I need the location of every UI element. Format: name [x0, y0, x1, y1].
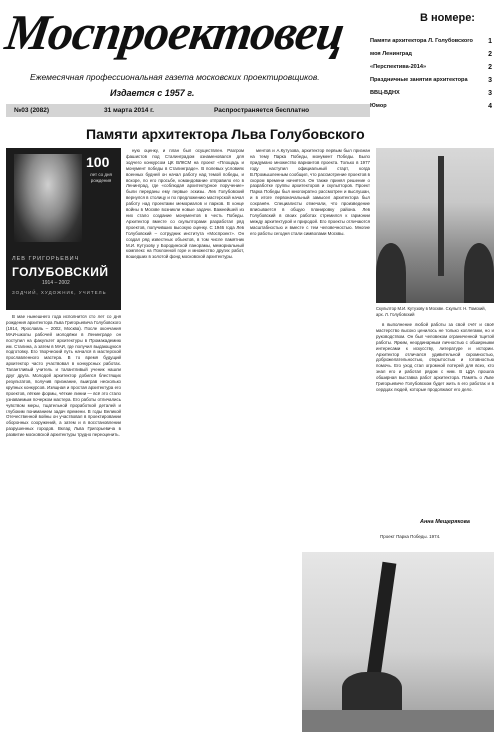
portrait-photo [14, 154, 82, 242]
toc-item[interactable] [370, 51, 496, 64]
issue-date: 31 марта 2014 г. [104, 107, 154, 114]
toc-page: 3 [488, 90, 492, 97]
article-column-1 [6, 314, 121, 734]
distribution-note: Распространяется бесплатно [214, 107, 310, 114]
victory-park-project-photo [302, 552, 494, 732]
monument-photo [376, 148, 494, 303]
masthead [2, 4, 366, 74]
project-caption: Проект Парка Победы. 1974. [380, 534, 441, 539]
toc-label: Юмор [370, 103, 387, 109]
book-cover-image [6, 148, 121, 310]
article-paragraph: ную оценку, и план был осуществлен. Разгром фашистов под Сталинградом ознаменовался для зодчего конкурсом ЦК ВЛКСМ на проект «Площадь и монумент победы в Сталинграде». В полевых условиях военных будней он начал работу над темой победы, и вскоре, по его просьбе, командование отправило его в Ленинград, где «соблюдая архитектурное поручение» были переданы ему первые эскизы. Лев Голубовский вернулся в столицу и по предложению мастерской начал работу над проектами мемориалов и парков. В конце войны в Москве возникли новые задачи. Важнейшей из них стало создание монументов в честь Победы. Архитектор вместе со скульпторами разработал ряд проектов, получивших высокую оценку. С 1946 года Лев Голубовский – сотрудник института «Моспроект». Он создал ряд известных объектов, в том числе памятник М.И. Кутузову у Бородинской панорамы, мемориальный комплекс на Поклонной горе и множество других работ, вошедших в золотой фонд московской архитектуры. [126, 148, 244, 260]
toc-item[interactable] [370, 90, 496, 103]
toc-label: Праздничные занятия архитектора [370, 77, 468, 83]
toc-label: моя Ленинград [370, 51, 412, 57]
toc-item[interactable] [370, 64, 496, 77]
publication-since: Издается с 1957 г. [110, 88, 195, 98]
cover-hundred: 100 [86, 154, 110, 170]
toc-label: «Перспектива-2014» [370, 64, 427, 70]
issue-number: №03 (2082) [14, 107, 50, 114]
toc-item[interactable] [370, 103, 496, 116]
cover-caption: ЗОДЧИЙ, ХУДОЖНИК, УЧИТЕЛЬ [12, 290, 107, 295]
article-title: Памяти архитектора Льва Голубовского [86, 126, 365, 142]
cover-years: 1914 – 2002 [42, 280, 70, 286]
article-paragraph: ментов и А.Кутузова, архитектор первым был признан на тему Парка Победы, монумент Победы. Было придумано множество вариантов проекта. Только в 1977 году наступил официальный старт, когда В.Промышленным сообщил, что рассмотрение проектов в скором времени начнётся. Он также принял решение о разработке группы архитекторов и скульпторов. Проект Парка Победы был многократно рассмотрен и выслушан, и в итоге первоначальный замысел архитектора был сохранён. Специалисты отмечали, что произведение вписывается в общую планировку района. Лев Голубовский в своих работах стремился к гармонии между архитектурой и природой. Его проекты отличаются масштабностью и вместе с тем человечностью. Многие его работы сегодня стали символами Москвы. [250, 148, 370, 236]
table-of-contents [370, 12, 496, 116]
toc-heading: В номере: [420, 12, 475, 24]
cover-surname: ГОЛУБОВСКИЙ [12, 265, 109, 279]
article-paragraph: в выполнение любой работы за свой счёт и своё мастерство высоко ценилось не только коллегами, но и руководством. Он был человеком ограниченной тщетой работы. Ярким, неординарным личностью с обширными интересами к искусству, литературе и истории. Архитектор отличался удивительной скромностью, доброжелательностью, открытостью и готовностью помочь. Его уход стал огромной потерей для всех, кто знал его и работал рядом с ним. В ЦДА прошла обширная выставка работ архитектора. Память о Льве Григорьевиче Голубовском будет жить в его работах и в сердцах людей, которые продолжают его дело. [376, 322, 494, 392]
article-column-4 [376, 322, 494, 517]
article-author: Анна Мещерякова [420, 519, 470, 525]
newspaper-logo: Моспроектовец [2, 4, 348, 60]
article-paragraph: В мае нынешнего года исполнится сто лет со дня рождения архитектора Льва Григорьевича Голубовского (1914, Ярославль – 2002, Москва). После окончания МАИ-школы рабочей молодёжи в Ленинграде он поступил на факультет архитектуры в Промакадемию им. Сталина, а затем в МАИ, где получил выдающуюся подготовку. Его творческий путь начался в мастерской прославленного мастера. В то время будущий архитектор часто участвовал в конкурсных работах. Талантливый учитель и талантливый ученик нашли друг друга. Молодой архитектор добился блестящих результатов, получив признание, выиграв несколько крупных конкурсов. Изящная и простая архитектура его проектов, лёгкие формы, чёткие линии — всё это стало узнаваемым почерком мастера. Его работы отличались чувством меры, тщательной проработкой деталей и глубоким пониманием задач времени. В годы Великой Отечественной войны он участвовал в проектировании оборонных сооружений, а затем и в восстановлении разрушенных городов. Вклад Льва Григорьевича в развитие московской архитектуры трудно переоценить. [6, 314, 121, 438]
toc-label: ВВЦ-ВДНХ [370, 90, 400, 96]
toc-page: 2 [488, 64, 492, 71]
toc-label: Памяти архитектора Л. Голубовского [370, 38, 473, 44]
issue-info-bar [6, 104, 370, 117]
tagline: Ежемесячная профессиональная газета московских проектировщиков. [30, 72, 320, 82]
toc-page: 3 [488, 77, 492, 84]
cover-first-name: ЛЕВ ГРИГОРЬЕВИЧ [12, 256, 80, 262]
article-column-3 [250, 148, 370, 546]
cover-hundred-subtitle: лет со дня рождения [90, 172, 112, 183]
toc-item[interactable] [370, 77, 496, 90]
toc-page: 2 [488, 51, 492, 58]
photo-caption: Скульптор М.И. Кутузову в Москве. Скульпт. Н. Томский, арх. Л. Голубовский [376, 306, 486, 317]
toc-page: 4 [488, 103, 492, 110]
toc-page: 1 [488, 38, 492, 45]
toc-item[interactable] [370, 38, 496, 51]
article-column-2 [126, 148, 244, 734]
